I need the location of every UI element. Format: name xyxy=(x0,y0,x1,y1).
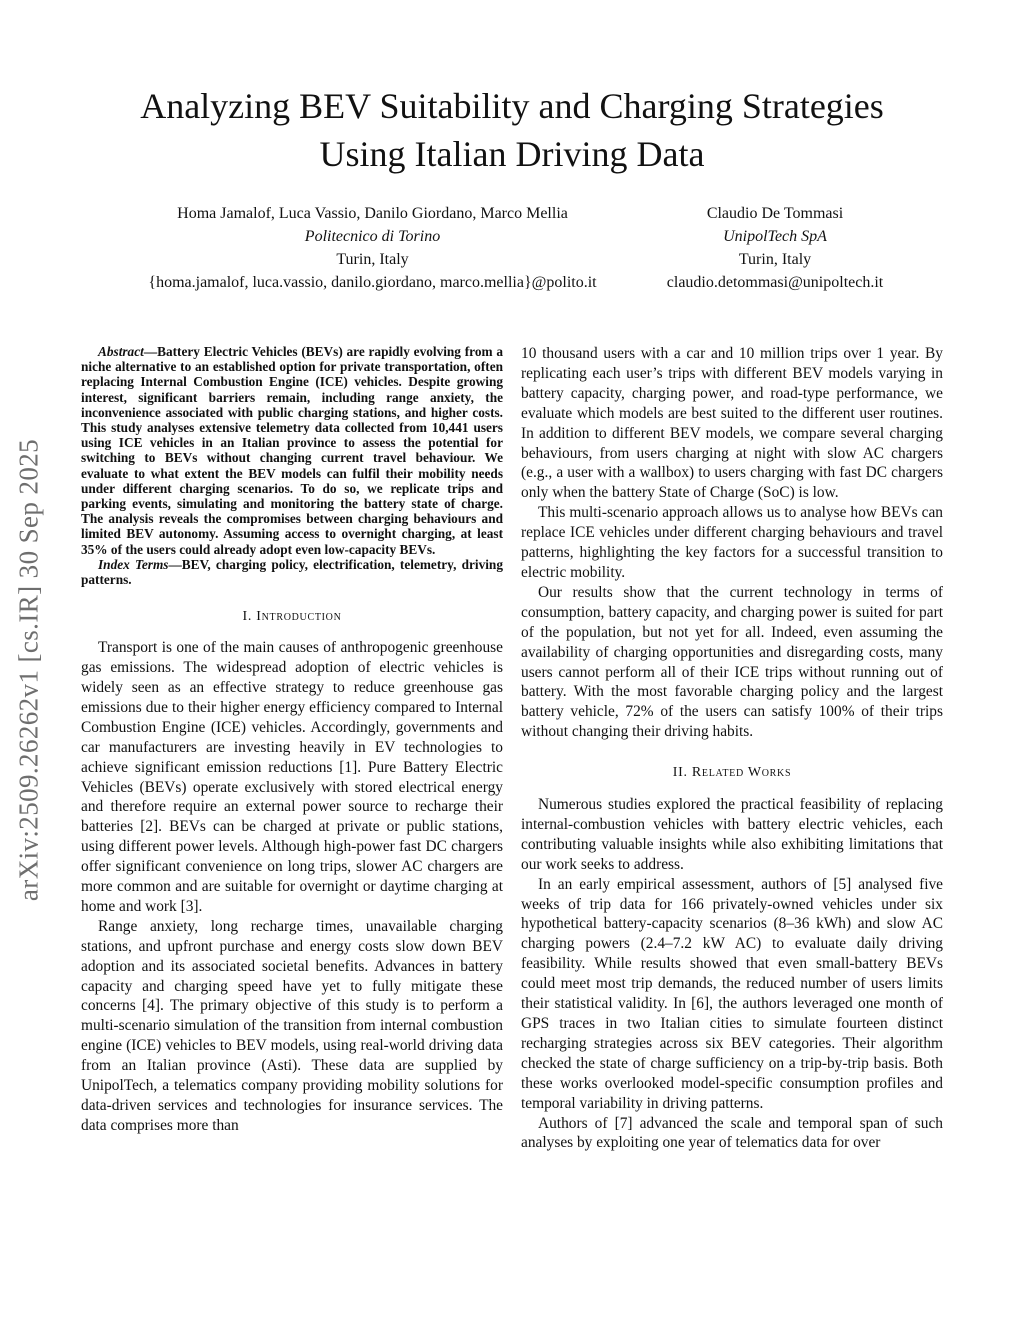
arxiv-identifier: arXiv:2509.26262v1 [cs.IR] 30 Sep 2025 xyxy=(13,438,44,902)
author-block-polito xyxy=(120,202,625,294)
abstract xyxy=(81,344,503,557)
paragraph: Our results show that the current technology in terms of consumption, battery capacity, and charging power is suited for part of the population, but not yet for all. Indeed, even assuming the availability of charging opportunities and disregarding costs, many users cannot perform all of their ICE trips without running out of battery. With the most favorable charging policy and the largest battery vehicle, 72% of the users can satisfy 100% of their trips without changing their driving habits. xyxy=(521,583,943,741)
paragraph: In an early empirical assessment, authors of [5] analysed five weeks of trip data for 166 privately-owned vehicles under six hypothetical battery-capacity scenarios (8–36 kWh) and slow AC charging powers (2.4–7.2 kW AC) to evaluate daily driving feasibility. While results showed that even small-battery BEVs could meet most trip demands, the reduced number of users limits their statistical validity. In [6], the authors leveraged one month of GPS traces in two Italian cities to simulate fourteen distinct recharging strategies across six BEV categories. Their algorithm checked the state of charge sufficiency on a trip-by-trip basis. Both these works overlooked model-specific consumption profiles and temporal variability in driving patterns. xyxy=(521,875,943,1112)
abstract-text: —Battery Electric Vehicles (BEVs) are rapidly evolving from a niche alternative to an established option for private transportation, often replacing Internal Combustion Engine (ICE) vehicles. Despite growing interest, significant barriers remain, including range anxiety, the inconvenience associated with public charging stations, and higher costs. This study analyses extensive telemetry data collected from 10,441 users using ICE vehicles in an Italian province to assess the potential for switching to BEVs without changing current travel behaviour. We evaluate to what extent the BEV models can fulfil their mobility needs under different charging scenarios. To do so, we replicate trips and parking events, simulating and monitoring the battery state of charge. The analysis reveals the compromises between charging behaviours and limited BEV autonomy. Assuming access to overnight charging, at least 35% of the users could already adopt even low-capacity BEVs. xyxy=(81,344,503,557)
section-heading-related-works: II. Related Works xyxy=(672,765,792,781)
paragraph: Authors of [7] advanced the scale and temporal span of such analyses by exploiting one year of telematics data for over xyxy=(521,1114,943,1152)
paragraph: Numerous studies explored the practical feasibility of replacing internal-combustion vehicles with battery electric vehicles, each contributing valuable insights while also exhibiting limitations that our work seeks to address. xyxy=(521,796,943,873)
paper-title-line-1: Analyzing BEV Suitability and Charging Strategies xyxy=(140,86,884,126)
author-affiliation: Politecnico di Torino xyxy=(304,228,441,245)
index-terms-text: —BEV, charging policy, electrification, telemetry, driving patterns. xyxy=(81,556,503,588)
abstract-label: Abstract xyxy=(98,344,144,359)
paragraph: This multi-scenario approach allows us to analyse how BEVs can replace ICE vehicles under different charging behaviours and travel patterns, highlighting the key factors for a successful transition to electric mobility. xyxy=(521,504,943,581)
author-block-unipoltech xyxy=(655,202,895,294)
paragraph: Transport is one of the main causes of anthropogenic greenhouse gas emissions. The widespread adoption of electric vehicles is widely seen as an effective strategy to reduce greenhouse gas emissions due to their higher energy efficiency compared to Internal Combustion Engine (ICE) vehicles. Accordingly, governments and car manufacturers are investing heavily in EV technologies to achieve significant emission reductions [1]. Pure Battery Electric Vehicles (BEVs) operate exclusively with stored electrical energy and therefore require an external power source to recharge their batteries [2]. BEVs can be charged at private or public stations, using different power levels. Although high-power fast DC chargers offer significant convenience on long trips, slower AC chargers are more common and are suitable for overnight or daytime charging at home and work [3]. xyxy=(81,639,503,915)
author-names: Claudio De Tommasi xyxy=(706,205,844,222)
right-column xyxy=(521,344,943,1153)
arxiv-sidebar xyxy=(6,370,52,970)
author-email: {homa.jamalof, luca.vassio, danilo.giordano, marco.mellia}@polito.it xyxy=(148,274,597,291)
index-terms-label: Index Terms xyxy=(98,556,169,572)
paper-title xyxy=(60,82,964,178)
paragraph: Range anxiety, long recharge times, unavailable charging stations, and upfront purchase and energy costs slow down BEV adoption and its associated societal benefits. Advances in battery capacity and charging speed have yet to fully mitigate these concerns [4]. The primary objective of this study is to perform a multi-scenario simulation of the transition from internal combustion engine (ICE) vehicles to BEV models, using real-world driving data from an Italian province (Asti). These data are supplied by UnipolTech, a telematics company providing mobility solutions for data-driven services and technologies for insurance services. The data comprises more than xyxy=(81,917,503,1134)
paragraph-continued: 10 thousand users with a car and 10 million trips over 1 year. By replicating each user’s trips with different BEV models varying in battery capacity, charging power, and road-type performance, we evaluate which models are best suited to the different user routines. In addition to different BEV models, we compare several charging behaviours, from users charging at night with slow AC chargers (e.g., a user with a wallbox) to users charging with fast DC chargers only when the battery State of Charge (SoC) is low. xyxy=(521,345,943,502)
author-names: Homa Jamalof, Luca Vassio, Danilo Giordano, Marco Mellia xyxy=(177,205,568,222)
author-email: claudio.detommasi@unipoltech.it xyxy=(666,274,884,291)
paper-title-line-2: Using Italian Driving Data xyxy=(319,134,705,174)
index-terms xyxy=(81,557,503,587)
left-column xyxy=(81,344,503,1136)
author-affiliation: UnipolTech SpA xyxy=(723,228,827,245)
author-location: Turin, Italy xyxy=(336,251,409,268)
section-heading-introduction: I. Introduction xyxy=(242,609,342,625)
author-location: Turin, Italy xyxy=(738,251,812,268)
